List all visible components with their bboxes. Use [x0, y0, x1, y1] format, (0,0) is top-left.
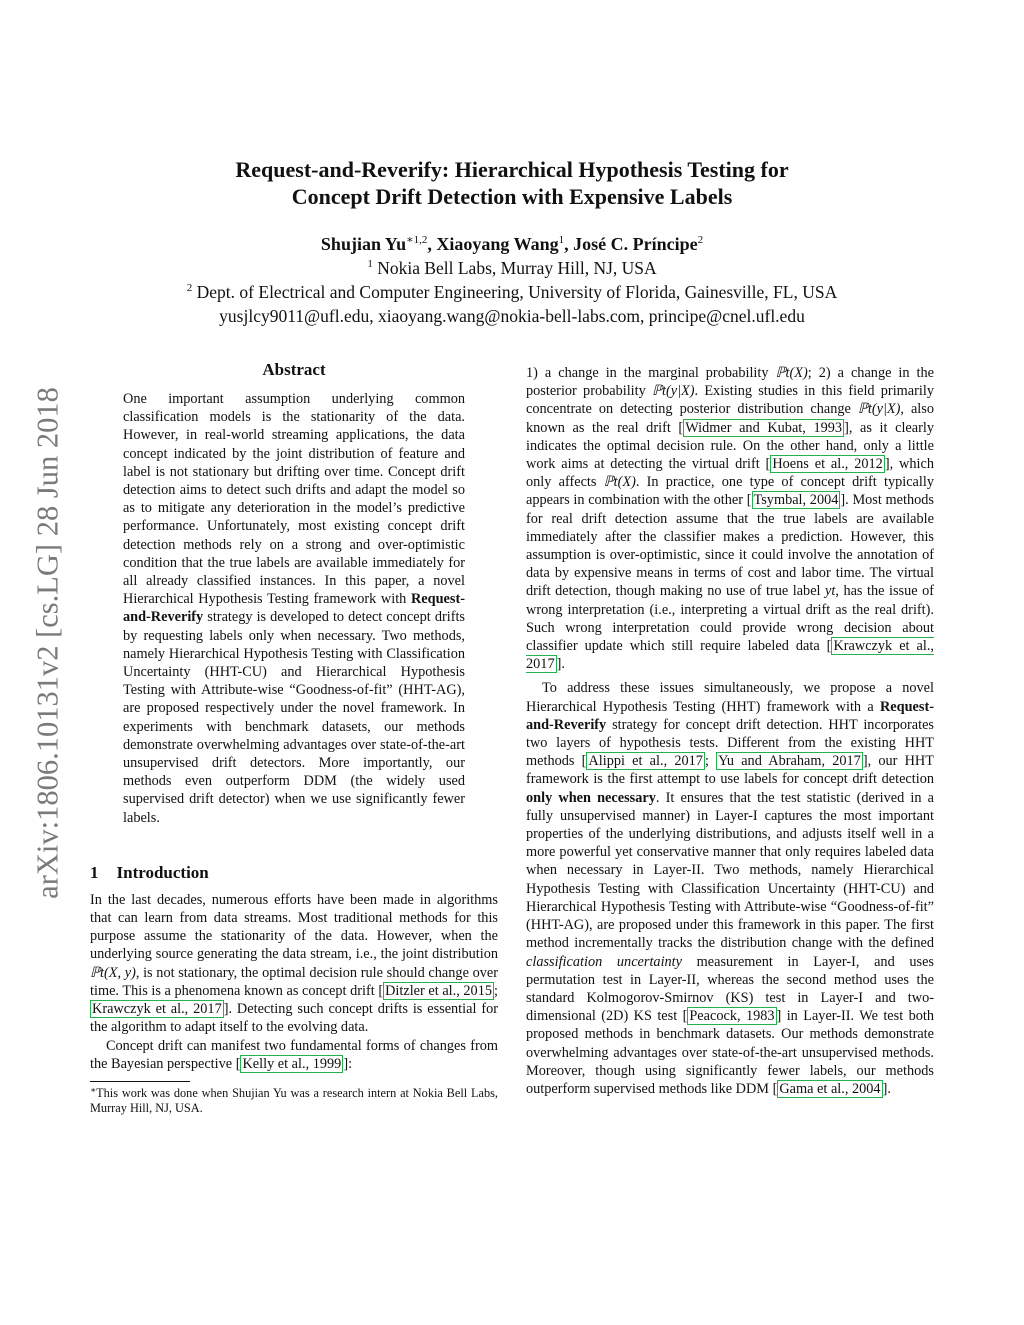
- right-p2-b: strategy for concept drift detection. HHT incorporates two layers of hypothesis tests. Different from the existing HHT methods [: [526, 716, 934, 770]
- right-p2-c: ;: [704, 753, 717, 770]
- right-p1-h: ]. Most methods for real drift detection assume that the true labels are available immediately after the classifier makes a prediction. However, this assumption is over-optimistic, since it could involve the annotation of data by expensive means in terms of cost and labor time. The virtual drift detection, though making no use of true label: [526, 492, 934, 600]
- footnote: [90, 1086, 498, 1117]
- affiliation-1: [0, 256, 1024, 280]
- intro-p2-a: Concept drift can manifest two fundamental forms of changes from the Bayesian perspective [: [90, 1037, 498, 1072]
- intro-p1-d: ]. Detecting such concept drifts is essential for the algorithm to adapt itself to the evolving data.: [90, 1001, 498, 1036]
- right-p2-h: ].: [882, 1080, 891, 1097]
- arxiv-identifier: arXiv:1806.10131v2 [cs.LG] 28 Jun 2018: [30, 387, 65, 899]
- affiliation-1-sup: 1: [367, 258, 373, 270]
- abstract-heading: Abstract: [262, 360, 326, 379]
- title-line-2: Concept Drift Detection with Expensive Labels: [291, 184, 733, 209]
- left-column: [90, 360, 498, 1117]
- right-p2-a: To address these issues simultaneously, we propose a novel Hierarchical Hypothesis Testing (HHT) framework with a: [526, 680, 934, 715]
- section-number: 1: [90, 862, 99, 882]
- author-2-sup: 1: [558, 234, 565, 246]
- citation-krawczyk[interactable]: Krawczyk et al., 2017: [92, 1001, 222, 1018]
- intro-paragraph-2: [90, 1037, 498, 1073]
- right-p1-a: 1) a change in the marginal probability: [526, 365, 776, 381]
- right-p2-d: ], our HHT framework is the first attempt to use labels for concept drift detection: [526, 753, 934, 788]
- author-1-sup: ∗1,2: [406, 234, 428, 246]
- intro-p1-a: In the last decades, numerous efforts have been made in algorithms that can learn from data streams. Most traditional methods for this purpose assume the stationarity of the data. However, when the underlying source generating the data stream, i.e., the joint distribution: [90, 891, 498, 963]
- right-p1-b: ; 2) a change in the posterior probability: [526, 365, 934, 400]
- author-3-sup: 2: [697, 234, 704, 246]
- math-posterior: ℙt(y|X): [652, 383, 695, 400]
- intro-p1-b: , is not stationary, the optimal decision rule should change over time. This is a phenomena known as concept drift [: [90, 964, 498, 999]
- abstract-text: [123, 390, 465, 827]
- right-paragraph-1: [526, 364, 934, 673]
- citation-ditzler[interactable]: Ditzler et al., 2015: [385, 982, 493, 999]
- right-p2-f: measurement in Layer-I, and uses permutation test in Layer-II, whereas the second method uses the standard Kolmogorov-Smirnov (KS) test in Layer-I and two-dimensional (2D) KS test [: [526, 953, 934, 1025]
- affiliation-2: [0, 280, 1024, 304]
- intro-p2-b: ]:: [343, 1055, 353, 1072]
- right-p1-f: ], which only affects: [526, 456, 934, 491]
- footnote-text: This work was done when Shujian Yu was a research intern at Nokia Bell Labs, Murray Hill, NJ, USA.: [90, 1085, 498, 1116]
- math-label: yt: [825, 583, 836, 600]
- author-emails: yusjlcy9011@ufl.edu, xiaoyang.wang@nokia-bell-labs.com, principe@cnel.ufl.edu: [219, 306, 805, 326]
- right-p2-e: . It ensures that the test statistic (derived in a fully unsupervised manner) in Layer-I captures the most important properties of the underlying distributions, and adjusts itself well in a more powerful yet conservative manner that only requires labeled data when necessary in Layer-II. Two methods, namely Hierarchical Hypothesis Testing with Classification Uncertainty (HHT-CU) and Hierarchical Hypothesis Testing with Attribute-wise “Goodness-of-fit” (HHT-AG), are proposed under this framework in this paper. The first method incrementally tracks the distribution change with the defined: [526, 789, 935, 952]
- citation-peacock[interactable]: Peacock, 1983: [689, 1008, 775, 1025]
- abstract-part-1: One important assumption underlying common classification models is the stationarity of the data. However, in real-world streaming applications, the data concept indicated by the joint distribution of feature and label is not stationary but drifting over time. Concept drift detection aims to detect such drifts and adapt the model so as to mitigate any deterioration in the model’s predictive performance. Unfortunately, most existing concept drift detection methods rely on a strong and over-optimistic condition that the true labels are available immediately for all already classified instances. In this paper, a novel Hierarchical Hypothesis Testing framework with: [123, 391, 465, 608]
- intro-p1-c: ;: [494, 982, 498, 999]
- right-p1-g: . In practice, one type of concept drift typically appears in combination with the other [: [526, 474, 934, 509]
- author-1: Shujian Yu: [320, 234, 407, 254]
- author-block: [0, 232, 1024, 328]
- author-3: , José C. Príncipe: [564, 234, 698, 254]
- right-p2-g: ] in Layer-II. We test both proposed methods in benchmark datasets. Our methods demonstrate overwhelming advantages over state-of-the-art unsupervised methods. Moreover, though using significantly fewer labels, our methods outperform supervised methods like DDM [: [526, 1008, 934, 1097]
- abstract-part-2: strategy is developed to detect concept drifts by requesting labels only when necessary. Two methods, namely Hierarchical Hypothesis Testing with Classification Uncertainty (HHT-CU) and Hierarchical Hypothesis Testing with Attribute-wise “Goodness-of-fit” (HHT-AG), are proposed respectively under the novel framework. In experiments with benchmark datasets, our methods demonstrate overwhelming advantages over state-of-the-art unsupervised drift detectors. More importantly, our methods even outperform DDM (the widely used supervised drift detector) when we use significantly fewer labels.: [123, 609, 465, 826]
- footnote-mark: ∗: [90, 1084, 97, 1095]
- abstract-bold: Request-and-Reverify: [123, 591, 465, 626]
- right-p2-italic: classification uncertainty: [526, 953, 683, 970]
- right-p1-c: . Existing studies in this field primarily concentrate on detecting posterior distribution change: [526, 383, 934, 418]
- section-heading-introduction: [90, 863, 498, 883]
- author-names: [0, 232, 1024, 256]
- citation-krawczyk-2[interactable]: Krawczyk et al., 2017: [526, 638, 934, 673]
- right-column: [526, 364, 934, 1098]
- citation-widmer[interactable]: Widmer and Kubat, 1993: [685, 419, 843, 436]
- citation-hoens[interactable]: Hoens et al., 2012: [772, 456, 883, 473]
- citation-gama[interactable]: Gama et al., 2004: [779, 1080, 881, 1097]
- citation-alippi[interactable]: Alippi et al., 2017: [588, 753, 703, 770]
- citation-yu[interactable]: Yu and Abraham, 2017: [718, 753, 861, 770]
- math-posterior-2: ℙt(y|X): [857, 401, 901, 418]
- affiliation-1-text: Nokia Bell Labs, Murray Hill, NJ, USA: [372, 258, 657, 278]
- math-marginal-2: ℙt(X): [603, 474, 636, 491]
- intro-paragraph-1: [90, 891, 498, 1037]
- citation-tsymbal[interactable]: Tsymbal, 2004: [753, 492, 839, 509]
- right-p1-j: ].: [556, 656, 565, 673]
- math-marginal: ℙt(X): [775, 365, 808, 381]
- right-paragraph-2: [526, 679, 934, 1098]
- right-p1-e: ], as it clearly indicates the optimal decision rule. On the other hand, only a little work aims at detecting the virtual drift [: [526, 419, 934, 473]
- right-p2-bold: Request-and-Reverify: [526, 698, 934, 733]
- paper-title: [110, 156, 914, 210]
- affiliation-2-text: Dept. of Electrical and Computer Engineering, University of Florida, Gainesville, FL, USA: [192, 282, 838, 302]
- citation-kelly[interactable]: Kelly et al., 1999: [242, 1055, 342, 1072]
- title-line-1: Request-and-Reverify: Hierarchical Hypothesis Testing for: [235, 157, 789, 182]
- intro-math-joint: ℙt(X, y): [90, 964, 136, 981]
- right-p1-d: , also known as the real drift [: [526, 401, 934, 436]
- right-p2-bold-2: only when necessary: [526, 789, 656, 806]
- author-2: , Xiaoyang Wang: [427, 234, 559, 254]
- right-p1-i: , has the issue of wrong interpretation (i.e., interpreting a virtual drift as the real drift). Such wrong interpretation could provide wrong decision about classifier update which still require labeled data [: [526, 583, 934, 655]
- affiliation-2-sup: 2: [186, 282, 193, 294]
- section-title: Introduction: [116, 862, 209, 882]
- footnote-rule: [90, 1081, 190, 1082]
